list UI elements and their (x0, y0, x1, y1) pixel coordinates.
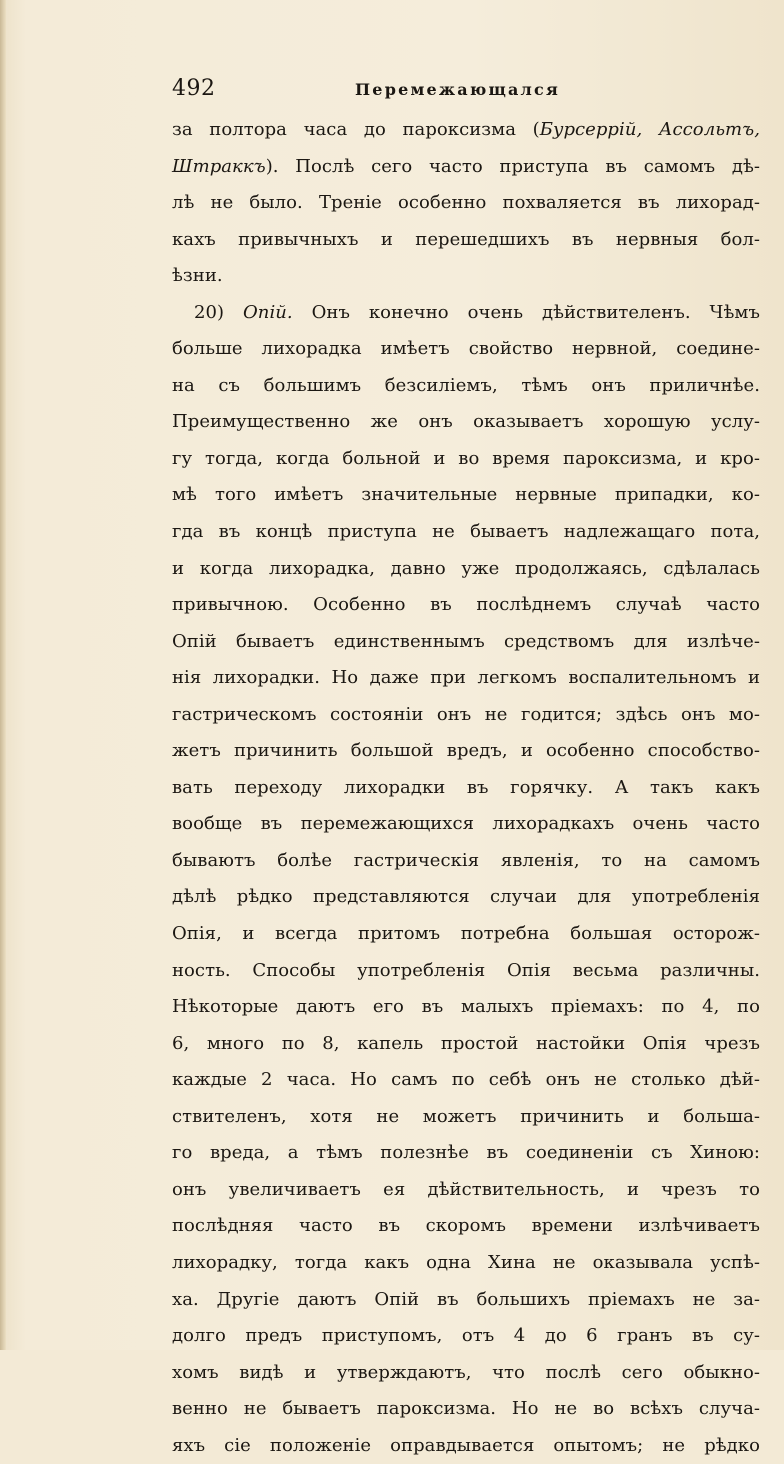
text-run: ность. Способы употребленія Опія весьма различны. (172, 959, 760, 981)
text-run: ). Послѣ сего часто приступа въ самомъ дѣ- (265, 155, 760, 177)
italic-text: Штраккъ (172, 155, 266, 177)
text-line (172, 258, 760, 295)
page-number: 492 (172, 76, 216, 101)
text-run: ха. Другіе даютъ Опій въ большихъ пріемахъ не за- (172, 1288, 760, 1310)
text-run: дѣлѣ рѣдко представляются случаи для употребленія (172, 886, 760, 908)
text-line (172, 1208, 760, 1245)
text-run: Опія, и всегда притомъ потребна большая осторож- (172, 923, 760, 945)
text-run: нія лихорадки. Но даже при легкомъ воспалительномъ и (172, 667, 760, 689)
text-line (172, 953, 760, 990)
text-run: Онъ конечно очень дѣйствителенъ. Чѣмъ (292, 301, 760, 323)
text-line (172, 1391, 760, 1428)
running-title: Перемежающался (355, 80, 560, 99)
text-line (172, 331, 760, 368)
text-run: кахъ привычныхъ и перешедшихъ въ нервныя бол- (172, 228, 760, 250)
text-run: яхъ сіе положеніе оправдывается опытомъ; не рѣдко (172, 1434, 760, 1456)
text-line (172, 1355, 760, 1392)
text-run: жетъ причинить большой вредъ, и особенно способство- (172, 740, 760, 762)
text-line (172, 1245, 760, 1282)
text-run: гу тогда, когда больной и во время пароксизма, и кро- (172, 447, 760, 469)
text-line (172, 1282, 760, 1319)
italic-text: Опій. (243, 301, 293, 323)
text-line (172, 295, 760, 332)
text-run: онъ увеличиваетъ ея дѣйствительность, и чрезъ то (172, 1178, 760, 1200)
text-line (172, 1172, 760, 1209)
italic-text: Бурсеррій, Ассольтъ, (539, 119, 760, 140)
text-line (172, 697, 760, 734)
text-run: и когда лихорадка, давно уже продолжаясь, сдѣлалась (172, 557, 760, 579)
text-run: за полтора часа до пароксизма ( (172, 119, 540, 140)
text-run: на съ большимъ безсиліемъ, тѣмъ онъ приличнѣе. (172, 374, 760, 396)
text-line (172, 624, 760, 661)
text-line (172, 989, 760, 1026)
body-text (172, 112, 760, 1464)
text-line (172, 185, 760, 222)
text-run: гда въ концѣ приступа не бываетъ надлежащаго пота, (172, 521, 760, 543)
text-line (172, 222, 760, 259)
text-run: привычною. Особенно въ послѣднемъ случаѣ часто (172, 594, 760, 616)
text-line (172, 1099, 760, 1136)
text-line (172, 587, 760, 624)
text-run: ѣзни. (172, 265, 223, 287)
text-line (172, 660, 760, 697)
text-run: Опій бываетъ единственнымъ средствомъ для излѣче- (172, 630, 760, 652)
text-run: Нѣкоторые даютъ его въ малыхъ пріемахъ: по 4, по (172, 996, 760, 1018)
text-run: мѣ того имѣетъ значительные нервные припадки, ко- (172, 484, 760, 506)
text-line (172, 1428, 760, 1464)
page-header (172, 76, 752, 106)
text-run: вообще въ перемежающихся лихорадкахъ очень часто (172, 813, 760, 835)
text-line (172, 112, 760, 149)
text-line (172, 368, 760, 405)
text-line (172, 1026, 760, 1063)
text-run: послѣдняя часто въ скоромъ времени излѣчиваетъ (172, 1215, 760, 1237)
text-run: каждые 2 часа. Но самъ по себѣ онъ не столько дѣй- (172, 1069, 760, 1091)
text-run: вать переходу лихорадки въ горячку. А такъ какъ (172, 776, 760, 798)
text-line (172, 916, 760, 953)
text-run: го вреда, а тѣмъ полезнѣе въ соединеніи съ Хиною: (172, 1142, 760, 1164)
text-line (172, 1135, 760, 1172)
text-run: 6, много по 8, капель простой настойки Опія чрезъ (172, 1032, 760, 1054)
text-line (172, 1062, 760, 1099)
text-run: лѣ не было. Треніе особенно похваляется въ лихорад- (172, 192, 760, 214)
page-edge (0, 0, 6, 1350)
text-line (172, 879, 760, 916)
text-line (172, 149, 760, 186)
text-run: Преимущественно же онъ оказываетъ хорошую услу- (172, 411, 760, 433)
text-line (172, 551, 760, 588)
text-run: долго предъ приступомъ, отъ 4 до 6 гранъ въ су- (172, 1325, 760, 1347)
text-run: ствителенъ, хотя не можетъ причинить и большa- (172, 1105, 760, 1127)
text-line (172, 806, 760, 843)
text-run: хомъ видѣ и утверждаютъ, что послѣ сего обыкно- (172, 1361, 760, 1383)
text-run: 20) (194, 301, 243, 323)
text-line (172, 1318, 760, 1355)
text-run: венно не бываетъ пароксизма. Но не во всѣхъ случа- (172, 1398, 760, 1420)
text-run: больше лихорадка имѣетъ свойство нервной, соедине- (172, 338, 760, 360)
text-line (172, 477, 760, 514)
text-run: лихорадку, тогда какъ одна Хина не оказывала успѣ- (172, 1251, 760, 1273)
text-run: бываютъ болѣе гастрическія явленія, то на самомъ (172, 849, 760, 871)
text-line (172, 843, 760, 880)
text-line (172, 733, 760, 770)
text-run: гастрическомъ состояніи онъ не годится; здѣсь онъ мо- (172, 703, 760, 725)
text-line (172, 404, 760, 441)
text-line (172, 514, 760, 551)
text-line (172, 770, 760, 807)
text-line (172, 441, 760, 478)
